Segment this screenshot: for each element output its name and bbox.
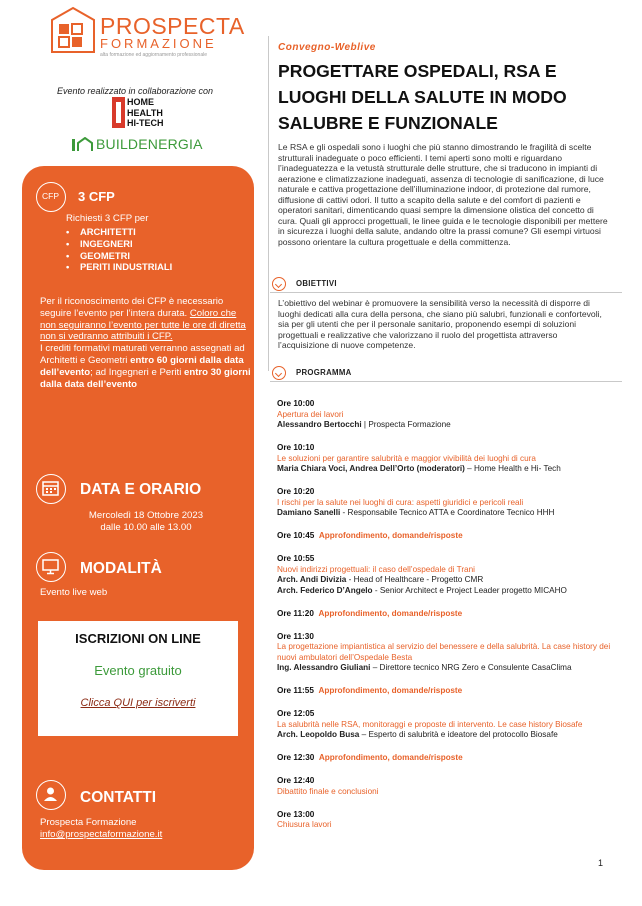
slot-time: Ore 12:40	[277, 776, 315, 785]
slot-time: Ore 10:55	[277, 554, 315, 563]
program-heading: PROGRAMMA	[270, 366, 622, 382]
slot-speaker: Alessandro Bertocchi | Prospecta Formazione	[277, 420, 451, 429]
slot-inline-topic: Approfondimento, domande/risposte	[318, 531, 463, 540]
slot-time: Ore 10:45 Approfondimento, domande/risposte	[277, 531, 463, 540]
mode-title: MODALITÀ	[80, 560, 162, 577]
program-slot	[277, 531, 617, 542]
program-slot	[277, 399, 617, 431]
program-slot	[277, 753, 617, 764]
slot-inline-topic: Approfondimento, domande/risposte	[318, 753, 463, 762]
profession-item: • ARCHITETTI	[66, 226, 172, 238]
person-icon	[36, 780, 66, 810]
prospecta-logo	[50, 6, 250, 58]
chevron-down-icon	[272, 277, 286, 291]
contact-organization: Prospecta Formazione	[40, 817, 137, 828]
program-slot	[277, 632, 617, 674]
slot-topic: Le soluzioni per garantire salubrità e maggior vivibilità dei luoghi di cura	[277, 453, 536, 463]
slot-time: Ore 11:55 Approfondimento, domande/risposte	[277, 686, 463, 695]
slot-topic: Dibattito finale e conclusioni	[277, 786, 379, 796]
hhh-line-1: HOME	[127, 97, 154, 107]
slot-time: Ore 10:00	[277, 399, 315, 408]
logo-tagline: alta formazione ed aggiornamento professionale	[100, 52, 208, 58]
calendar-icon	[36, 474, 66, 504]
cfp-note-2b-bold: entro 30 giorni dalla data dell’evento	[40, 366, 251, 390]
cfp-note-1: Per il riconoscimento dei CFP è necessario seguire l’evento per l’intera durata.	[40, 296, 224, 319]
registration-title: ISCRIZIONI ON LINE	[75, 631, 201, 646]
mode-text: Evento live web	[40, 587, 108, 598]
program-slot	[277, 709, 617, 741]
program-slot	[277, 554, 617, 596]
event-intro: Le RSA e gli ospedali sono i luoghi che più stanno dimostrando le fragilità di scelte strutturali inadeguate o poco efficienti. I temi aperti sono molti e riguardano l’inadeguatezza e la vetustà strutturale delle strutture, che si traducono in impianti di aerazione e climatizzazione inadeguati, assenza di tecnologie di sanificazione, di luce naturale e cattiva progettazione dell’illuminazione indoor, di protezione dal rumore, diffusione di cattivi odori. Il tutto a scapito della salute e del comfort di pazienti e operatori sanitari, dimenticando quasi sempre la dimensione olistica del concetto di cura. Quali gli approcci progettuali, le linee guida e le tecnologie disponibili per mettere in sicurezza i luoghi della salute, andando oltre la prassi comune? Gli esempi virtuosi possono orientare la cultura progettuale e della committenza.	[278, 142, 608, 247]
buildenergia-text: BUILDENERGIA	[96, 136, 203, 152]
cfp-icon: CFP	[36, 182, 66, 212]
program-list	[277, 399, 617, 843]
event-type: Convegno-Weblive	[278, 42, 376, 53]
slot-time: Ore 13:00	[277, 809, 315, 819]
buildenergia-mark-icon	[72, 137, 98, 152]
slot-topic: Chiusura lavori	[277, 820, 332, 829]
program-slot	[277, 487, 617, 519]
slot-inline-topic: Approfondimento, domande/risposte	[318, 686, 463, 695]
cfp-note-1-underlined: Coloro che non seguiranno l’evento per tutte le ore di diretta non si vedranno attribuiti i CFP.	[40, 307, 246, 343]
cfp-note-2a: I crediti formativi maturati verranno assegnati ad Architetti e Geometri	[40, 343, 245, 366]
objectives-heading: OBIETTIVI	[270, 277, 622, 293]
slot-speaker: Arch. Leopoldo Busa – Esperto di salubrità e ideatore del protocollo Biosafe	[277, 730, 558, 739]
profession-item: • INGEGNERI	[66, 238, 172, 250]
buildenergia-logo	[72, 136, 222, 154]
slot-topic: La progettazione impiantistica al servizio del benessere e della salubrità. La case history dei nuovi ambulatori dell’Ospedale Besta	[277, 642, 611, 662]
event-title: PROGETTARE OSPEDALI, RSA E LUOGHI DELLA SALUTE IN MODO SALUBRE E FUNZIONALE	[278, 61, 567, 133]
register-link[interactable]: Clicca QUI per iscriverti	[80, 697, 196, 709]
slot-time: Ore 12:05	[277, 709, 315, 718]
contact-email-link[interactable]: info@prospectaformazione.it	[40, 829, 163, 840]
slot-speaker: Damiano Sanelli - Responsabile Tecnico ATTA e Coordinatore Tecnico HHH	[277, 508, 555, 517]
event-day: Mercoledì 18 Ottobre 2023	[88, 510, 204, 521]
objectives-text: L’obiettivo del webinar è promuovere la sensibilità verso la necessità di disporre di luoghi dedicati alla cura della persona, che siano più salubri, funzionali e confortevoli, sia per gli utenti che per il personale sanitario, proponendo esempi di soluzioni progettuali e realizzative che valorizzano il ruolo del progettista attraverso l’acquisizione di nuove competenze.	[278, 298, 602, 351]
registration-price: Evento gratuito	[94, 663, 182, 678]
page-number: 1	[598, 858, 604, 868]
slot-time: Ore 10:10	[277, 443, 315, 452]
registration-box	[38, 621, 238, 736]
event-hours: dalle 10.00 alle 13.00	[100, 521, 192, 533]
program-slot	[277, 443, 617, 475]
logo-subtitle: FORMAZIONE	[100, 36, 217, 51]
chevron-down-icon	[272, 366, 286, 380]
slot-time: Ore 11:30	[277, 631, 314, 641]
program-slot	[277, 810, 617, 831]
slot-topic: Apertura dei lavori	[277, 409, 344, 419]
home-health-hitech-logo	[112, 97, 202, 129]
logo-name: PROSPECTA	[100, 13, 245, 39]
program-slot	[277, 686, 617, 697]
cfp-notes	[40, 296, 252, 390]
slot-speaker: Arch. Federico D’Angelo - Senior Architect e Project Leader progetto MICAHO	[277, 585, 567, 595]
cfp-note-2a-bold: entro 60 giorni dalla data dell’evento	[40, 354, 244, 378]
collaboration-text: Evento realizzato in collaborazione con	[56, 86, 214, 96]
date-text	[40, 510, 252, 534]
slot-topic: Nuovi indirizzi progettuali: il caso dell’ospedale di Trani	[277, 564, 475, 574]
profession-item: • PERITI INDUSTRIALI	[66, 261, 172, 273]
monitor-icon	[36, 552, 66, 582]
column-divider	[268, 36, 269, 371]
slot-speaker: Ing. Alessandro Giuliani – Direttore tecnico NRG Zero e Consulente CasaClima	[277, 663, 572, 672]
slot-speaker: Arch. Andi Divizia - Head of Healthcare - Progetto CMR	[277, 575, 484, 584]
slot-topic: I rischi per la salute nei luoghi di cura: aspetti giuridici e pericoli reali	[277, 497, 524, 507]
profession-item: • GEOMETRI	[66, 250, 172, 262]
hhh-mark-icon	[112, 97, 125, 128]
slot-topic: La salubrità nelle RSA, monitoraggi e proposte di intervento. Le case history Biosafe	[277, 719, 583, 729]
contacts-title: CONTATTI	[80, 789, 157, 806]
slot-inline-topic: Approfondimento, domande/risposte	[318, 608, 463, 618]
slot-time: Ore 11:20 Approfondimento, domande/risposte	[277, 608, 463, 618]
cfp-intro: Richiesti 3 CFP per	[66, 213, 149, 224]
slot-time: Ore 12:30 Approfondimento, domande/risposte	[277, 753, 463, 762]
slot-time: Ore 10:20	[277, 487, 315, 496]
hhh-line-3: HI-TECH	[127, 118, 164, 128]
hhh-line-2: HEALTH	[127, 107, 163, 118]
cfp-professions-list	[66, 226, 172, 273]
slot-speaker: Maria Chiara Voci, Andrea Dell’Orto (moderatori) – Home Health e Hi- Tech	[277, 464, 561, 473]
date-title: DATA E ORARIO	[80, 481, 202, 498]
cfp-note-2b: ; ad Ingegneri e Periti	[90, 366, 182, 378]
logo-mark-icon	[50, 6, 96, 56]
program-slot	[277, 609, 617, 620]
program-slot	[277, 776, 617, 797]
cfp-title: 3 CFP	[78, 189, 115, 204]
